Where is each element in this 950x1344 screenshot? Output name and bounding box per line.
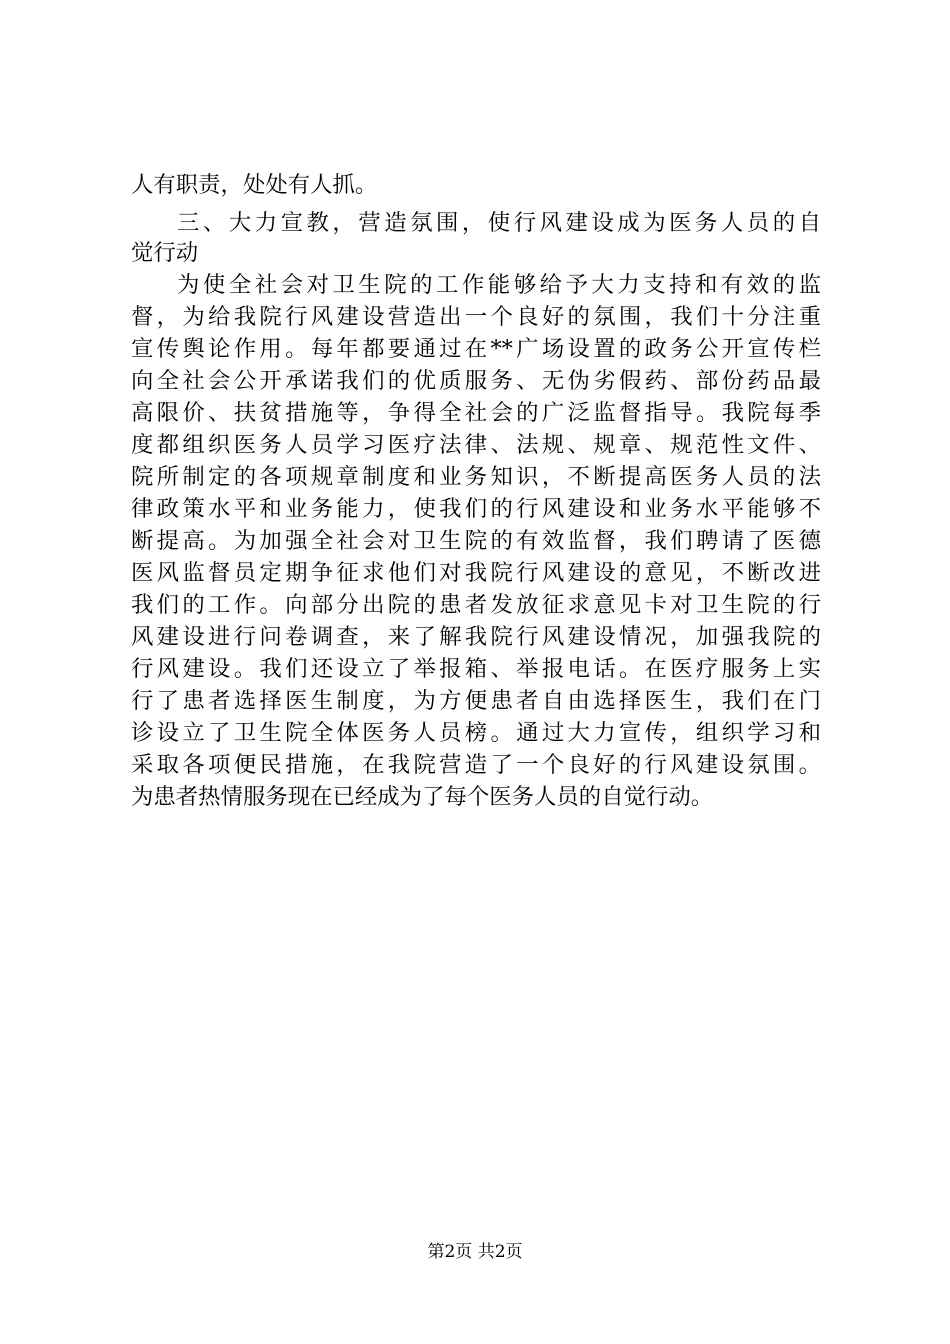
paragraph-line: 律政策水平和业务能力，使我们的行风建设和业务水平能够不 xyxy=(131,496,821,522)
paragraph-line: 医风监督员定期争征求他们对我院行风建设的意见，不断改进 xyxy=(131,560,821,586)
paragraph-line: 行了患者选择医生制度，为方便患者自由选择医生，我们在门 xyxy=(131,688,821,714)
paragraph-line: 为使全社会对卫生院的工作能够给予大力支持和有效的监 xyxy=(177,272,821,298)
paragraph-line: 人有职责，处处有人抓。 xyxy=(131,172,378,198)
paragraph-line: 我们的工作。向部分出院的患者发放征求意见卡对卫生院的行 xyxy=(131,592,821,618)
paragraph-line: 督，为给我院行风建设营造出一个良好的氛围，我们十分注重 xyxy=(131,304,821,330)
paragraph-line: 为患者热情服务现在已经成为了每个医务人员的自觉行动。 xyxy=(131,784,714,810)
paragraph-line: 诊设立了卫生院全体医务人员榜。通过大力宣传，组织学习和 xyxy=(131,720,821,746)
section-heading-line: 三、大力宣教，营造氛围，使行风建设成为医务人员的自 xyxy=(177,210,821,236)
paragraph-line: 高限价、扶贫措施等，争得全社会的广泛监督指导。我院每季 xyxy=(131,400,821,426)
paragraph-line: 采取各项便民措施，在我院营造了一个良好的行风建设氛围。 xyxy=(131,752,821,778)
section-heading-line: 觉行动 xyxy=(131,240,199,266)
paragraph-line: 度都组织医务人员学习医疗法律、法规、规章、规范性文件、 xyxy=(131,432,821,458)
paragraph-line: 宣传舆论作用。每年都要通过在**广场设置的政务公开宣传栏 xyxy=(131,336,821,362)
paragraph-line: 院所制定的各项规章制度和业务知识，不断提高医务人员的法 xyxy=(131,464,821,490)
paragraph-line: 断提高。为加强全社会对卫生院的有效监督，我们聘请了医德 xyxy=(131,528,821,554)
paragraph-line: 向全社会公开承诺我们的优质服务、无伪劣假药、部份药品最 xyxy=(131,368,821,394)
paragraph-line: 风建设进行问卷调查，来了解我院行风建设情况，加强我院的 xyxy=(131,624,821,650)
page-number-footer: 第2页 共2页 xyxy=(427,1242,523,1262)
paragraph-line: 行风建设。我们还设立了举报箱、举报电话。在医疗服务上实 xyxy=(131,656,821,682)
